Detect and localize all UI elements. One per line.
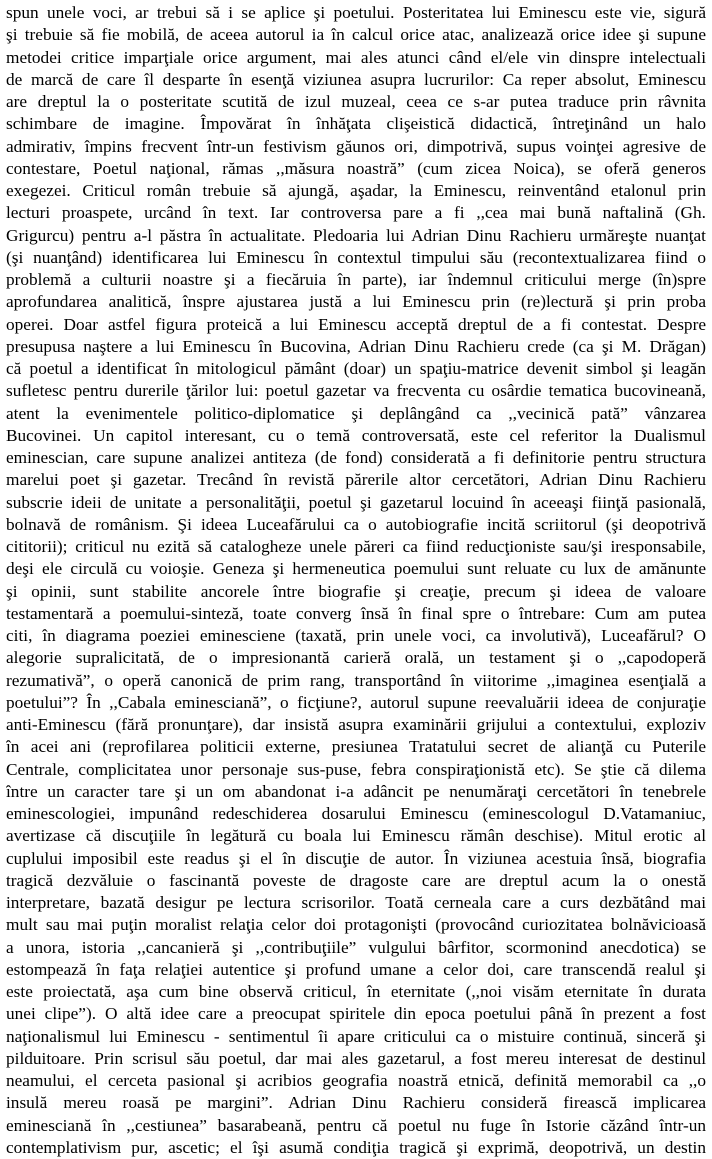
text-line: între un caracter tare şi un om abandonat i-a adâncit pe nenumăraţi cercetători în tenebrele [6, 781, 706, 801]
text-line: Centrale, complicitatea unor personaje sus-puse, febra conspiraţionistă etc). Se ştie că dilema [6, 759, 706, 779]
text-line: şi opinii, sunt stabilite ancorele între biografie şi creaţie, precum şi ideea de valoare [6, 581, 706, 601]
text-line: sufletesc pentru durerile ţărilor lui: poetul gazetar va frecventa cu osârdie tematica bucovineană, [6, 381, 706, 401]
text-line: deşi ele circulă cu voioşie. Geneza şi hermeneutica poemului sunt reluate cu lux de amănunte [6, 559, 706, 579]
text-line: exegezei. Criticul român trebuie să ajungă, aşadar, la Eminescu, reinventând etalonul prin [6, 181, 706, 200]
text-line: anti-Eminescu (fără pronunţare), dar insistă asupra examinării grijului a contextului, exploziv [6, 715, 706, 734]
text-line: problemă a culturii noastre şi a fiecăruia în parte), iar îndemnul criticului merge (în)spre [6, 270, 706, 289]
text-line: are dreptul la o posteritate scutită de izul muzeal, ceea ce s-ar putea traduce prin râvnita [6, 92, 706, 111]
text-line: Grigurcu) pentru a-l păstra în actualitate. Pledoaria lui Adrian Dinu Rachieru urmăreşte nuanţat [6, 225, 706, 245]
text-line: a unora, istoria ,,cancanieră şi ,,contribuţiile” vulgului bârfitor, scormonind anecdotica) se [6, 937, 706, 957]
text-line: poetului”? În ,,Cabala eminesciană”, o ficţiune?, autorul supune reevaluării ideea de conjuraţie [6, 692, 706, 712]
text-line: (şi nuanţând) identificarea lui Eminescu în contextul timpului său (recontextualizarea fiind o [6, 247, 706, 267]
text-line: avertizase că discuţiile în legătură cu boala lui Eminescu rămân deschise). Mitul erotic al [6, 826, 706, 846]
text-line: presupusa naştere a lui Eminescu în Bucovina, Adrian Dinu Rachieru crede (ca şi M. Drăgan) [6, 336, 706, 356]
text-line: eminesciană în ,,cestiunea” basarabeană, pentru că poetul nu fuge în Istorie căzând într-un [6, 1115, 706, 1135]
text-line: estompează în faţa relaţiei autentice şi profund umane a celor doi, care transcendă realul şi [6, 959, 706, 979]
text-line: mult sau mai puţin moralist relaţia celor doi protagonişti (provocând curiozitatea bolnăvicioasă [6, 915, 706, 935]
text-line: contemplativism pur, ascetic; el îşi asumă condiţia tragică şi exprimă, deopotrivă, un destin [6, 1137, 706, 1157]
text-line: contestare, Poetul naţional, rămas ,,măsura noastră” (cum zicea Noica), se oferă generos [6, 158, 706, 178]
text-line: aprofundarea analitică, înspre ajustarea justă a lui Eminescu prin (re)lectură şi prin proba [6, 292, 706, 312]
text-line: de marcă de care îl desparte în esenţă viziunea asupra lucrurilor: Ca reper absolut, Eminescu [6, 69, 706, 89]
text-line: operei. Doar astfel figura proteică a lui Eminescu acceptă dreptul de a fi contestat. Despre [6, 314, 706, 334]
text-line: admirativ, împins frecvent într-un festivism găunos ori, dimpotrivă, supus voinţei agresive de [6, 136, 706, 156]
text-line: cititorii); criticul nu ezită să catalogheze unele păreri ca fiind reducţioniste sau/şi iresponsabile, [6, 537, 706, 556]
text-line: neamului, el cerceta pasional şi acribios geografia noastră etnică, definită memorabil ca ,,o [6, 1071, 706, 1090]
text-line: pilduitoare. Prin scrisul său poetul, dar mai ales gazetarul, a fost mereu interesat de destinul [6, 1048, 706, 1068]
text-line: atent la evenimentele politico-diplomatice şi deplângând ca ,,vecinică pată” vânzarea [6, 403, 706, 423]
text-line: marelui poet şi gazetar. Trecând în revistă părerile altor cercetători, Adrian Dinu Rachieru [6, 470, 706, 490]
text-line: eminescian, care supune analizei antiteza (de fond) considerată a fi definitorie pentru structura [6, 448, 706, 467]
text-line: spun unele voci, ar trebui să i se aplice şi poetului. Posteritatea lui Eminescu este vie, sigură [6, 3, 706, 22]
text-line: şi trebuie să fie mobilă, de aceea autorul ia în calcul orice atac, analizează orice idee şi supune [6, 25, 706, 45]
text-line: este proiectată, aşa cum bine observă criticul, în eternitate (,,noi visăm eternitate în durata [6, 982, 706, 1001]
text-line: metodei critice imparţiale orice argument, mai ales atunci când el/ele vin dinspre intelectuali [6, 47, 706, 67]
text-line: bolnavă de românism. Şi ideea Luceafărului ca o autobiografie incită scriitorul (şi deopotrivă [6, 514, 706, 534]
text-line: lecturi proaspete, urcând în text. Iar controversa pare a fi ,,cea mai bună naftalină (Gh. [6, 203, 706, 223]
text-line: cuplului imposibil este readus şi el în discuţie de autor. În viziunea acestuia însă, biografia [6, 848, 706, 868]
text-line: Bucovinei. Un capitol interesant, cu o temă controversată, este cel referitor la Dualismul [6, 425, 706, 445]
text-line: naţionalismul lui Eminescu - sentimentul îi apare criticului ca o mistuire continuă, sinceră şi [6, 1026, 706, 1046]
text-line: în acei ani (reprofilarea politicii externe, presiunea Tratatului secret de alianţă cu Puterile [6, 737, 706, 757]
text-line: unei clipe”). O altă idee care a preocupat spiritele din epoca poetului până în prezent a fost [6, 1004, 706, 1024]
text-line: rezumativă”, o operă canonică de prim rang, transportând în viitorime ,,imaginea esenţială a [6, 670, 706, 690]
text-line: interpretare, bazată desigur pe lectura scrisorilor. Toată cerneala care a curs dezbătând mai [6, 893, 706, 912]
text-line: citi, în diagrama poeziei eminesciene (taxată, prin unele voci, ca involutivă), Luceafărul? O [6, 626, 706, 645]
text-line: insulă mereu roasă pe margini”. Adrian Dinu Rachieru consideră firească implicarea [6, 1093, 706, 1113]
text-line: că poetul a identificat în mitologicul pământ (doar) un spaţiu-matrice devenit simbol şi leagăn [6, 359, 706, 378]
text-line: subscrie ideii de unitate a personalităţii, poetul şi gazetarul locuind în aceeaşi fiinţă pasională, [6, 492, 706, 512]
text-line: eminescologiei, impunând redeschiderea dosarului Eminescu (eminescologul D.Vatamaniuc, [6, 804, 706, 823]
text-line: schimbare de imagine. Împovărat în înhăţata clişeistică didactică, întreţinând un halo [6, 114, 706, 134]
text-line: alegorie supralicitată, de o impresionantă carieră orală, un testament şi o ,,capodoperă [6, 648, 706, 668]
body-text [6, 2, 706, 1159]
text-line: testamentară a poemului-sinteză, toate converg însă în final spre o întrebare: Cum am putea [6, 603, 706, 623]
text-line: tragică dezvăluie o fascinantă poveste de dragoste care are dreptul acum la o onestă [6, 870, 706, 890]
